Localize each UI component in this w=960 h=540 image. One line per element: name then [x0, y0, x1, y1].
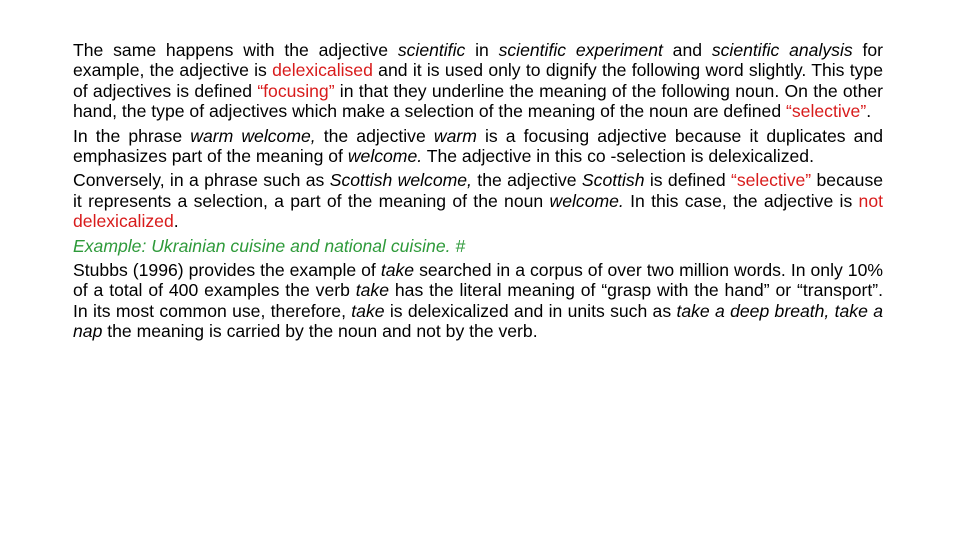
italic-term: welcome. — [347, 146, 423, 167]
text-segment: The same happens with the adjective — [73, 40, 398, 60]
paragraph-scottish-welcome — [73, 170, 883, 231]
highlight-term: “selective” — [786, 101, 867, 122]
italic-term: welcome. — [549, 190, 624, 211]
text-segment: the adjective — [315, 125, 434, 146]
text-segment: searched in a corpus of over two million words. In only 10% of a total of 400 examples the verb — [73, 260, 883, 301]
text-segment: is delexicalized and in units such as — [384, 300, 677, 321]
italic-term: warm welcome, — [190, 125, 316, 146]
example-text: Example: Ukrainian cuisine and national cuisine. # — [73, 235, 466, 256]
text-segment: has the literal meaning of “grasp with the hand” or “transport”. In its most common use, therefore, — [73, 280, 883, 321]
italic-term: take — [380, 260, 415, 281]
slide-body — [73, 40, 883, 346]
text-segment: In this case, the adjective is — [623, 190, 859, 211]
text-segment: . — [173, 211, 179, 232]
text-segment: The adjective in this co -selection is delexicalized. — [422, 146, 814, 167]
text-segment: in — [465, 40, 499, 60]
italic-term: warm — [433, 125, 477, 146]
text-segment: Conversely, in a phrase such as — [73, 170, 330, 191]
italic-term: scientific experiment — [498, 40, 663, 60]
text-segment: is defined — [644, 170, 731, 191]
paragraph-warm-welcome — [73, 126, 883, 167]
text-segment: is a focusing adjective because it duplicates and emphasizes part of the meaning of — [73, 125, 884, 167]
italic-term: take — [351, 300, 385, 321]
text-segment: and — [662, 40, 712, 60]
paragraph-stubbs — [73, 260, 883, 342]
italic-term: take — [355, 280, 390, 301]
paragraph-scientific — [73, 40, 883, 122]
text-segment: . — [866, 101, 872, 122]
text-segment: the meaning is carried by the noun and not by the verb. — [102, 321, 538, 342]
italic-term: scientific — [397, 40, 466, 60]
highlight-term: “focusing” — [257, 80, 335, 101]
text-segment: in that they underline the meaning of the following noun. On the other hand, the type of adjectives which make a selection of the meaning of the noun are defined — [73, 80, 883, 122]
highlight-term: not delexicalized — [73, 190, 884, 232]
highlight-term: “selective” — [730, 170, 812, 191]
text-segment: because it represents a selection, a part of the meaning of the noun — [73, 170, 884, 211]
italic-term: Scottish — [581, 170, 645, 191]
paragraph-example — [73, 236, 883, 256]
text-segment: Stubbs (1996) provides the example of — [73, 260, 381, 281]
text-segment: and it is used only to dignify the following word slightly. This type of adjectives is defined — [73, 60, 883, 101]
text-segment: for example, the adjective is — [73, 40, 883, 81]
highlight-term: delexicalised — [272, 60, 373, 81]
italic-term: scientific analysis — [711, 40, 853, 60]
text-segment: In the phrase — [73, 125, 191, 146]
italic-term: Scottish welcome, — [329, 170, 472, 191]
italic-term: take a deep breath, take a nap — [73, 300, 883, 342]
text-segment: the adjective — [471, 170, 582, 191]
